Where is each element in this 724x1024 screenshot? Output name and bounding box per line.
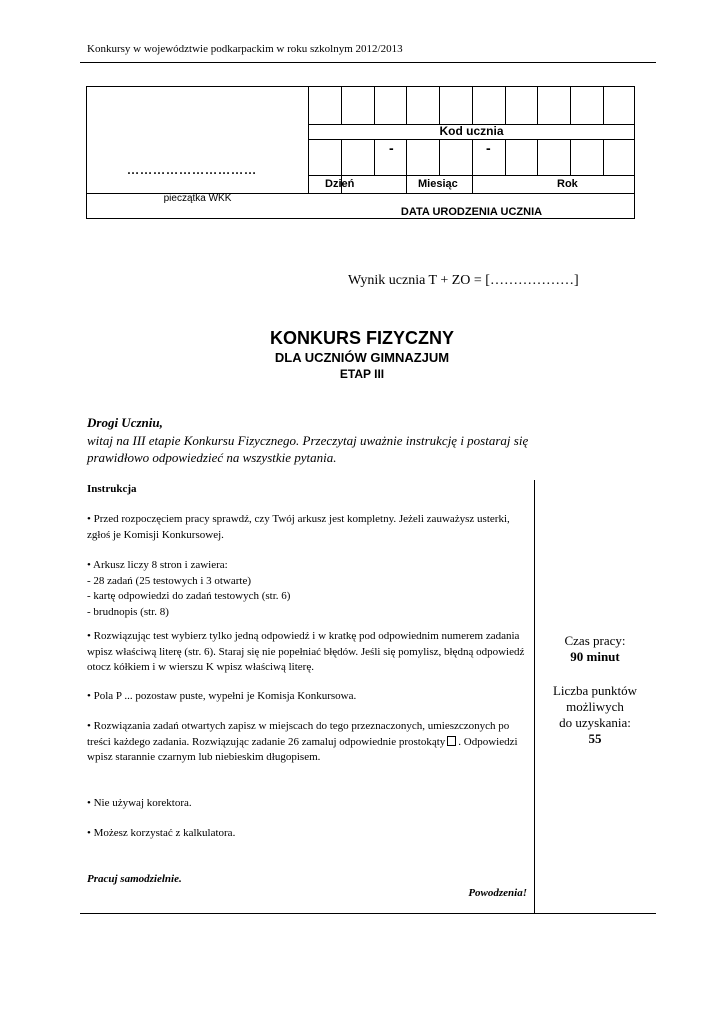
table-divider: [308, 87, 309, 194]
instructions-heading: Instrukcja: [87, 483, 137, 495]
greeting-salutation: Drogi Uczniu,: [87, 415, 163, 430]
instruction-check-sheet: • Przed rozpoczęciem pracy sprawdź, czy Twój arkusz jest kompletny. Jeżeli zauważysz usterki, zgłoś je Komisji Konkursowej.: [87, 513, 510, 541]
greeting-text: witaj na III etapie Konkursu Fizycznego. Przeczytaj uważnie instrukcję i postaraj się prawidłowo odpowiedzieć na wszystkie pytania.: [87, 433, 529, 465]
points-label-3: do uzyskania:: [559, 715, 631, 730]
points-label-2: możliwych: [566, 699, 624, 714]
competition-stage: ETAP III: [339, 367, 385, 381]
student-code-table: [86, 86, 635, 219]
date-dash: -: [486, 140, 491, 156]
instruction-open-tasks: [87, 719, 527, 766]
year-label: Rok: [557, 178, 578, 190]
date-dash: -: [389, 140, 394, 156]
competition-subtitle: DLA UCZNIÓW GIMNAZJUM: [274, 350, 450, 365]
instruction-sheet-contents: [87, 558, 527, 620]
stamp-label: pieczątka WKK: [163, 193, 232, 204]
work-alone-note: Pracuj samodzielnie.: [87, 873, 182, 885]
header-rule: [80, 62, 656, 63]
instruction-line: - kartę odpowiedzi do zadań testowych (str. 6): [87, 590, 291, 602]
good-luck-note: Powodzenia!: [468, 887, 527, 899]
birth-date-label: DATA URODZENIA UCZNIA: [400, 206, 543, 218]
instruction-open-tasks-b: . Odpowiedzi wpisz starannie czarnym lub niebieskim długopisem.: [87, 735, 518, 763]
points-value: 55: [588, 731, 602, 746]
points-label-1: Liczba punktów: [552, 683, 638, 698]
instruction-line: • Arkusz liczy 8 stron i zawiera:: [87, 559, 228, 571]
time-label: Czas pracy:: [564, 633, 626, 648]
score-line: Wynik ucznia T + ZO = [………………]: [348, 273, 579, 288]
instruction-line: - 28 zadań (25 testowych i 3 otwarte): [87, 574, 252, 587]
day-label: Dzień: [325, 178, 355, 190]
stamp-dots: …………………………: [127, 163, 257, 177]
instruction-no-corrector: • Nie używaj korektora.: [87, 797, 192, 809]
instruction-calculator: • Możesz korzystać z kalkulatora.: [87, 827, 236, 839]
instruction-open-tasks-a: • Rozwiązania zadań otwartych zapisz w miejscach do tego przeznaczonych, umieszczonych po treści każdego zadania. Rozwiązując zadanie 26 zamaluj odpowiednie prostokąty: [87, 720, 510, 748]
instruction-fields-p: • Pola P ... pozostaw puste, wypełni je Komisja Konkursowa.: [87, 690, 357, 702]
instruction-answer-test: • Rozwiązując test wybierz tylko jedną odpowiedź i w kratkę pod odpowiednim numerem zadania wpisz właściwą literę (str. 6). Staraj się nie popełniać błędów. Jeśli się pomylisz, błędną odpowiedź otocz kółkiem i w wierszu K wpisz właściwą literę.: [87, 630, 525, 673]
page-header: Konkursy w województwie podkarpackim w roku szkolnym 2012/2013: [87, 43, 403, 55]
rectangle-icon: [447, 736, 456, 746]
month-label: Miesiąc: [418, 178, 458, 190]
competition-title: KONKURS FIZYCZNY: [270, 328, 454, 348]
instructions-bottom-rule: [80, 913, 656, 914]
time-value: 90 minut: [570, 649, 620, 664]
instruction-line: - brudnopis (str. 8): [87, 605, 169, 618]
code-label: Kod ucznia: [439, 124, 504, 138]
